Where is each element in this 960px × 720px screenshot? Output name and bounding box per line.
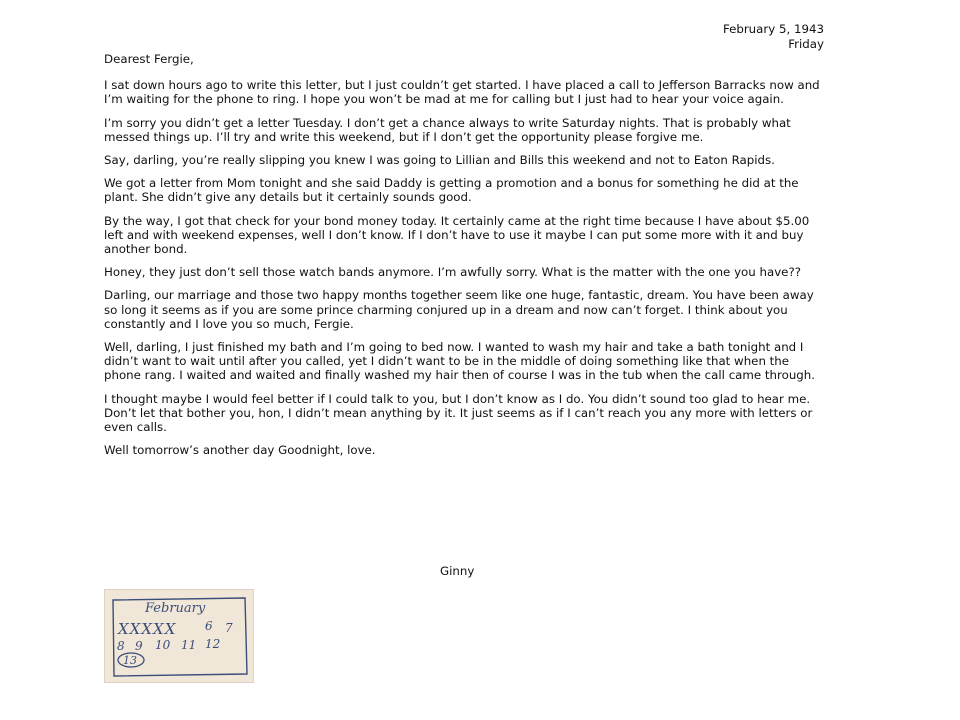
calendar-month: February	[145, 601, 206, 616]
calendar-crossed-days: XXXXX	[118, 620, 177, 638]
letter-date: February 5, 1943	[722, 22, 824, 36]
letter-weekday: Friday	[788, 37, 824, 51]
paragraph-8: Well, darling, I just finished my bath and I’m going to bed now. I wanted to wash my hair and take a bath tonight and I didn’t want to wait until after you called, yet I didn’t want to be in the middle of doing something like that when the phone rang. I waited and waited and finally washed my hair then of course I was in the tub when the call came through.	[104, 340, 816, 383]
calendar-note-drawing	[105, 590, 255, 684]
paragraph-5: By the way, I got that check for your bond money today. It certainly came at the right time because I have about $5.00 left and with weekend expenses, well I don’t know. If I don’t have to use it maybe I can put some more with it and buy another bond.	[104, 213, 810, 257]
calendar-day-13: 13	[123, 654, 137, 667]
signature: Ginny	[440, 564, 475, 578]
paragraph-10: Well tomorrow’s another day Goodnight, love.	[104, 443, 376, 458]
calendar-day-9: 9	[135, 639, 143, 653]
date-block	[620, 22, 824, 52]
calendar-day-12: 12	[205, 637, 221, 651]
paragraph-3: Say, darling, you’re really slipping you knew I was going to Lillian and Bills this weekend and not to Eaton Rapids.	[104, 153, 775, 168]
calendar-note-image	[104, 589, 254, 683]
paragraph-9: I thought maybe I would feel better if I could talk to you, but I don’t know as I do. You didn’t sound too glad to hear me. Don’t let that bother you, hon, I didn’t mean anything by it. It just seems as if I can’t reach you any more with letters or even calls.	[104, 391, 813, 435]
paragraph-4: We got a letter from Mom tonight and she said Daddy is getting a promotion and a bonus for something he did at the plant. She didn’t give any details but it certainly sounds good.	[104, 176, 799, 205]
paragraph-1: I sat down hours ago to write this letter, but I just couldn’t get started. I have placed a call to Jefferson Barracks now and I’m waiting for the phone to ring. I hope you won’t be mad at me for calling but I just had to hear your voice again.	[104, 78, 820, 107]
salutation: Dearest Fergie,	[104, 52, 194, 66]
calendar-day-7: 7	[225, 621, 233, 635]
letter-body	[104, 52, 826, 466]
calendar-day-11: 11	[181, 638, 197, 652]
paragraph-7: Darling, our marriage and those two happy months together seem like one huge, fantastic, dream. You have been away so long it seems as if you are some prince charming conjured up in a dream and now can’t forget. I think about you constantly and I love you so much, Fergie.	[104, 288, 814, 331]
calendar-day-10: 10	[155, 638, 171, 652]
calendar-day-8: 8	[117, 639, 125, 653]
paragraph-2: I’m sorry you didn’t get a letter Tuesday. I don’t get a chance always to write Saturday nights. That is probably what messed things up. I’ll try and write this weekend, but if I don’t get the opportunity please forgive me.	[104, 115, 791, 144]
calendar-day-6: 6	[205, 619, 213, 633]
paragraph-6: Honey, they just don’t sell those watch bands anymore. I’m awfully sorry. What is the matter with the one you have??	[104, 265, 801, 280]
